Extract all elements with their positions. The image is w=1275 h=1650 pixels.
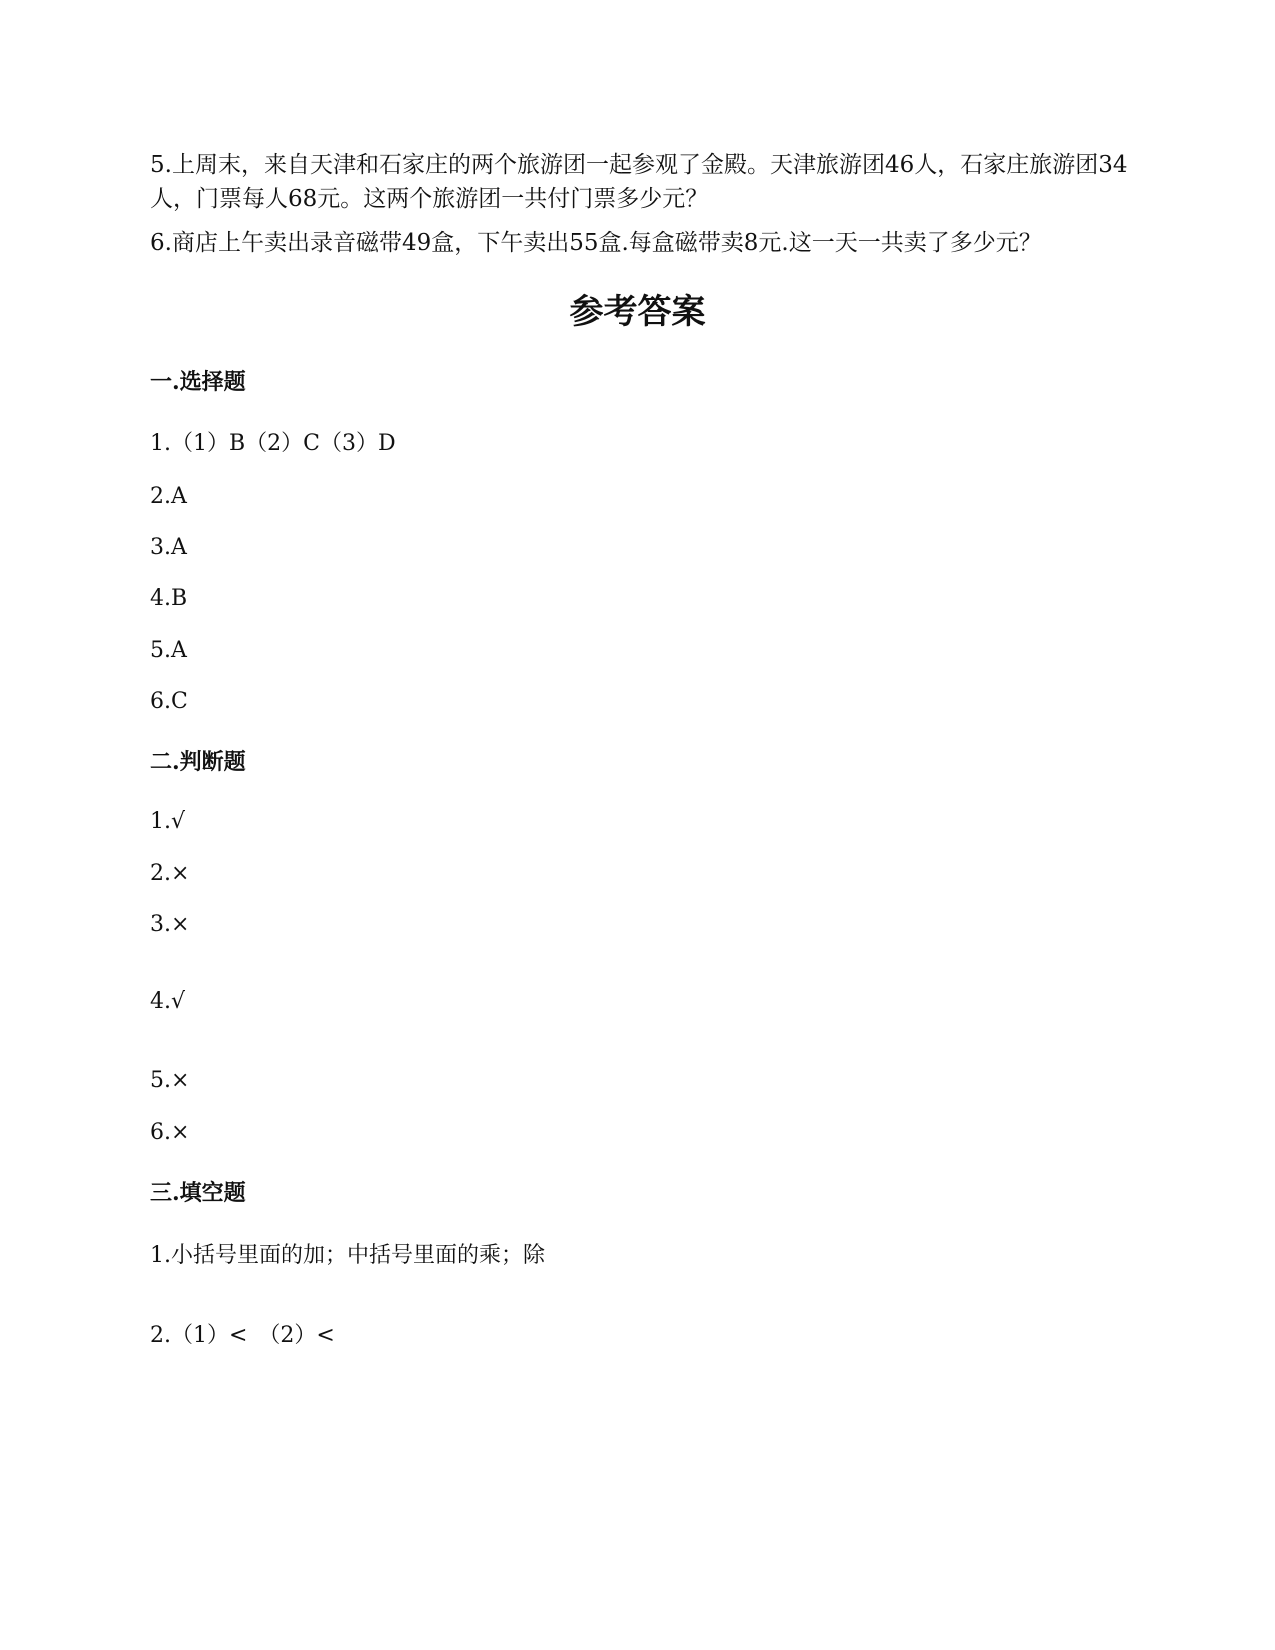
answer-item: 6.× bbox=[150, 1120, 190, 1145]
answer-item: 1.小括号里面的加；中括号里面的乘；除 bbox=[150, 1243, 545, 1268]
answer-item: 4.B bbox=[150, 586, 188, 611]
answer-item: 2.A bbox=[150, 484, 187, 509]
section-heading-fill-blank: 三.填空题 bbox=[150, 1180, 246, 1206]
question-6: 6.商店上午卖出录音磁带49盒，下午卖出55盒.每盒磁带卖8元.这一天一共卖了多少元？ bbox=[150, 230, 1042, 256]
answer-item: 3.A bbox=[150, 535, 187, 560]
section-heading-choice: 一.选择题 bbox=[150, 369, 246, 395]
answer-item: 5.× bbox=[150, 1068, 190, 1093]
answer-item: 1.（1）B（2）C（3）D bbox=[150, 431, 396, 456]
answer-item: 2.× bbox=[150, 861, 190, 886]
answer-item: 6.C bbox=[150, 689, 188, 714]
answer-title: 参考答案 bbox=[569, 292, 706, 332]
answer-item: 4.√ bbox=[150, 989, 186, 1014]
question-5: 5.上周末，来自天津和石家庄的两个旅游团一起参观了金殿。天津旅游团46人，石家庄旅游团34人，门票每人68元。这两个旅游团一共付门票多少元？ bbox=[150, 152, 1128, 212]
answer-item: 5.A bbox=[150, 638, 187, 663]
answer-item: 3.× bbox=[150, 912, 190, 937]
section-heading-judgement: 二.判断题 bbox=[150, 749, 246, 775]
answer-item: 2.（1）< （2）< bbox=[150, 1323, 335, 1348]
answer-item: 1.√ bbox=[150, 809, 186, 834]
